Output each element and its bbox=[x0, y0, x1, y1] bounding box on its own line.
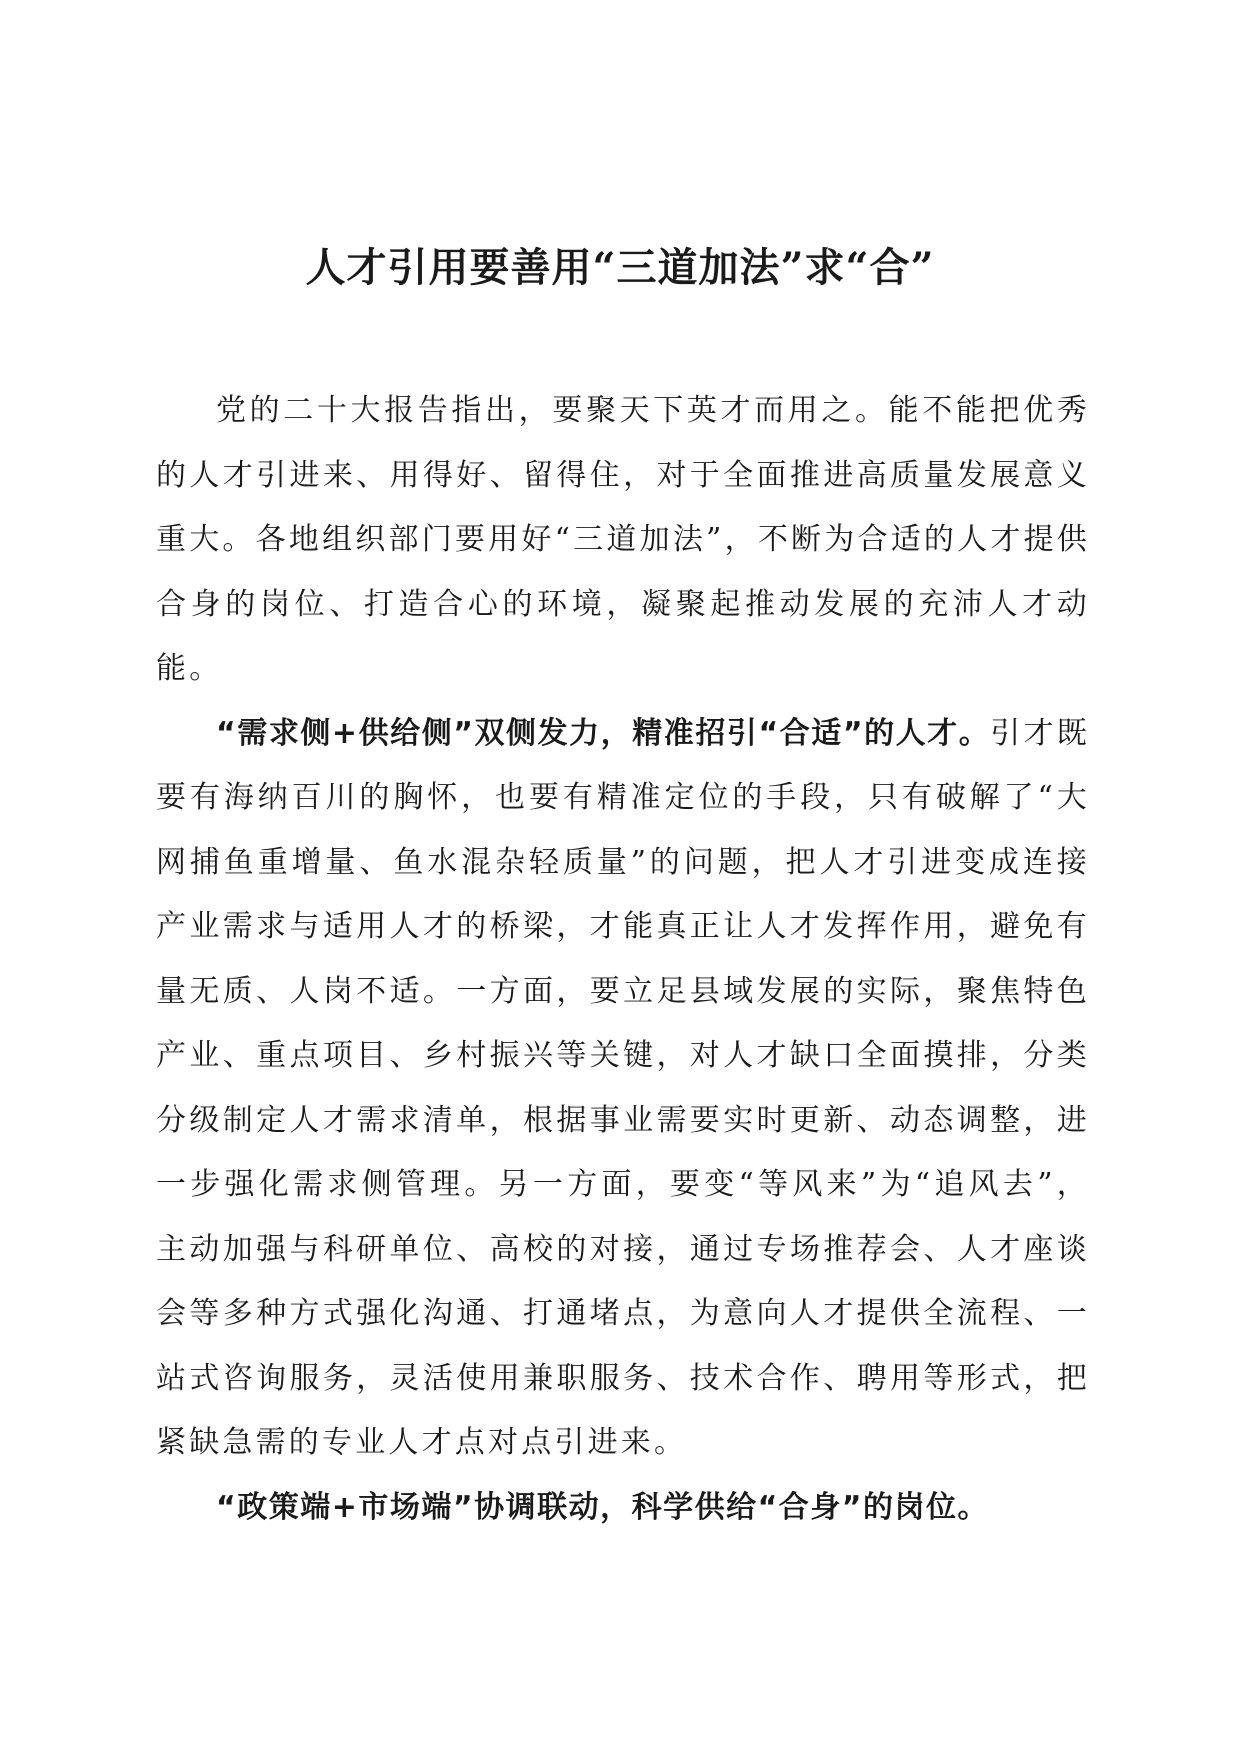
section-2-heading: “政策端+市场端”协调联动，科学供给“合身”的岗位。 bbox=[216, 1489, 990, 1525]
document-body bbox=[156, 379, 1090, 1540]
section-1-paragraph bbox=[156, 702, 1090, 1476]
document-title: 人才引用要善用“三道加法”求“合” bbox=[305, 244, 935, 291]
intro-paragraph: 党的二十大报告指出，要聚天下英才而用之。能不能把优秀的人才引进来、用得好、留得住，对于全面推进高质量发展意义重大。各地组织部门要用好“三道加法”，不断为合适的人才提供合身的岗位、打造合心的环境，凝聚起推动发展的充沛人才动能。 bbox=[156, 393, 1090, 686]
section-1-body: 引才既要有海纳百川的胸怀，也要有精准定位的手段，只有破解了“大网捕鱼重增量、鱼水混杂轻质量”的问题，把人才引进变成连接产业需求与适用人才的桥梁，才能真正让人才发挥作用，避免有量无质、人岗不适。一方面，要立足县域发展的实际，聚焦特色产业、重点项目、乡村振兴等关键，对人才缺口全面摸排，分类分级制定人才需求清单，根据事业需要实时更新、动态调整，进一步强化需求侧管理。另一方面，要变“等风来”为“追风去”，主动加强与科研单位、高校的对接，通过专场推荐会、人才座谈会等多种方式强化沟通、打通堵点，为意向人才提供全流程、一站式咨询服务，灵活使用兼职服务、技术合作、聘用等形式，把紧缺急需的专业人才点对点引进来。 bbox=[156, 715, 1090, 1460]
section-1-heading: “需求侧+供给侧”双侧发力，精准招引“合适”的人才。 bbox=[216, 715, 991, 751]
